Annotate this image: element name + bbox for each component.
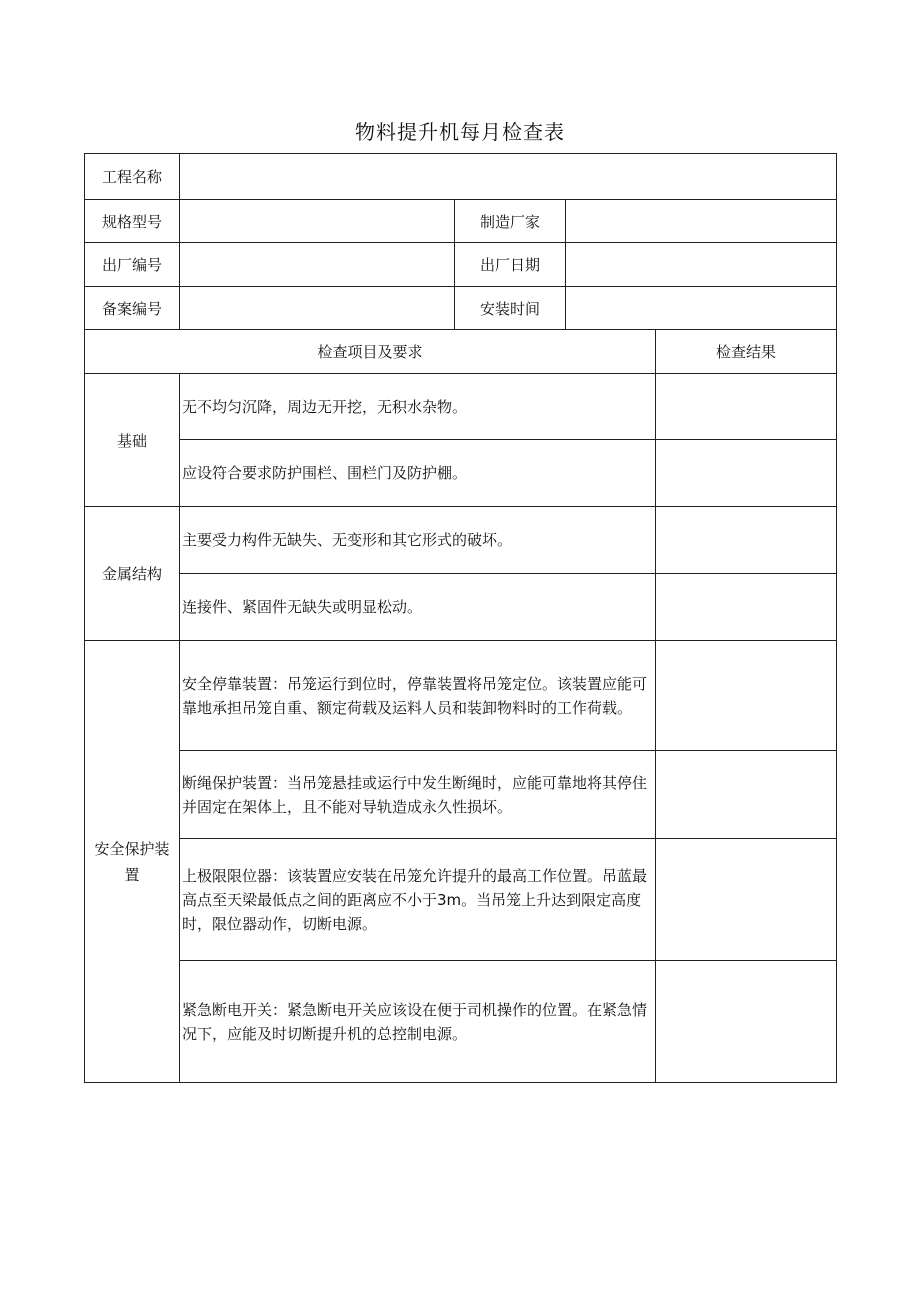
table-row <box>85 574 837 641</box>
check-item: 上极限限位器：该装置应安装在吊笼允许提升的最高工作位置。吊蓝最高点至天梁最低点之间的距离应不小于3m。当吊笼上升达到限定高度时，限位器动作，切断电源。 <box>180 839 656 961</box>
table-row <box>85 374 837 440</box>
install-time-field[interactable] <box>566 287 837 330</box>
table-row <box>85 507 837 574</box>
result-column-header: 检查结果 <box>656 330 837 374</box>
table-row <box>85 440 837 507</box>
table-row <box>85 641 837 751</box>
project-name-field[interactable] <box>180 154 837 200</box>
inspection-table <box>84 153 837 1083</box>
serial-field[interactable] <box>180 243 455 287</box>
check-item: 连接件、紧固件无缺失或明显松动。 <box>180 574 656 641</box>
record-field[interactable] <box>180 287 455 330</box>
model-label: 规格型号 <box>85 200 180 243</box>
check-item: 紧急断电开关：紧急断电开关应该设在便于司机操作的位置。在紧急情况下，应能及时切断提升机的总控制电源。 <box>180 961 656 1083</box>
factory-date-label: 出厂日期 <box>455 243 566 287</box>
info-row-model <box>85 200 837 243</box>
record-label: 备案编号 <box>85 287 180 330</box>
info-row-record <box>85 287 837 330</box>
page-title: 物料提升机每月检查表 <box>355 120 565 144</box>
factory-date-field[interactable] <box>566 243 837 287</box>
table-row <box>85 961 837 1083</box>
result-cell[interactable] <box>656 839 837 961</box>
model-field[interactable] <box>180 200 455 243</box>
section-label-foundation: 基础 <box>85 374 180 507</box>
table-row <box>85 751 837 839</box>
check-item: 主要受力构件无缺失、无变形和其它形式的破坏。 <box>180 507 656 574</box>
result-cell[interactable] <box>656 961 837 1083</box>
check-item: 安全停靠装置：吊笼运行到位时，停靠装置将吊笼定位。该装置应能可靠地承担吊笼自重、额定荷载及运料人员和装卸物料时的工作荷载。 <box>180 641 656 751</box>
project-name-label: 工程名称 <box>85 154 180 200</box>
check-item: 无不均匀沉降，周边无开挖，无积水杂物。 <box>180 374 656 440</box>
result-cell[interactable] <box>656 440 837 507</box>
check-item: 断绳保护装置：当吊笼悬挂或运行中发生断绳时，应能可靠地将其停住并固定在架体上，且不能对导轨造成永久性损坏。 <box>180 751 656 839</box>
section-label-safety-devices: 安全保护装置 <box>85 641 180 1083</box>
info-row-project <box>85 154 837 200</box>
serial-label: 出厂编号 <box>85 243 180 287</box>
manufacturer-label: 制造厂家 <box>455 200 566 243</box>
result-cell[interactable] <box>656 507 837 574</box>
table-row <box>85 839 837 961</box>
result-cell[interactable] <box>656 374 837 440</box>
install-time-label: 安装时间 <box>455 287 566 330</box>
items-column-header: 检查项目及要求 <box>85 330 656 374</box>
check-item: 应设符合要求防护围栏、围栏门及防护棚。 <box>180 440 656 507</box>
manufacturer-field[interactable] <box>566 200 837 243</box>
result-cell[interactable] <box>656 751 837 839</box>
inspection-form <box>84 153 836 1083</box>
result-cell[interactable] <box>656 641 837 751</box>
result-cell[interactable] <box>656 574 837 641</box>
info-row-serial <box>85 243 837 287</box>
column-header-row <box>85 330 837 374</box>
section-label-metal-structure: 金属结构 <box>85 507 180 641</box>
